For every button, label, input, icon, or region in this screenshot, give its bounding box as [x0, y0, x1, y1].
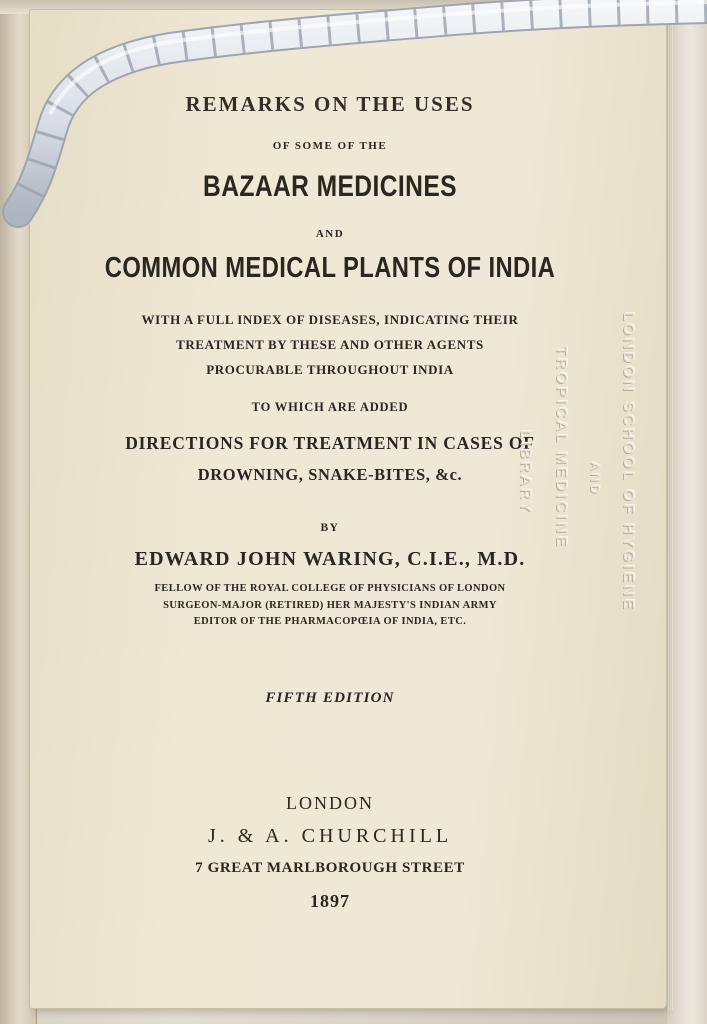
title-line-remarks: REMARKS ON THE USES	[185, 92, 475, 116]
library-stamp-line: AND	[588, 462, 602, 497]
author-name: EDWARD JOHN WARING, C.I.E., M.D.	[134, 548, 526, 570]
publisher-address: 7 GREAT MARLBOROUGH STREET	[195, 860, 465, 876]
author-credential: FELLOW OF THE ROYAL COLLEGE OF PHYSICIANS OF LONDON	[154, 583, 506, 594]
imprint-city: LONDON	[286, 793, 374, 813]
author-credential: SURGEON-MAJOR (RETIRED) HER MAJESTY'S INDIAN ARMY	[163, 600, 497, 611]
publisher: J. & A. CHURCHILL	[207, 825, 453, 847]
subtitle-line: WITH A FULL INDEX OF DISEASES, INDICATING THEIR	[141, 312, 519, 327]
subtitle-line: PROCURABLE THROUGHOUT INDIA	[206, 362, 454, 377]
title-line-common-medical-plants: COMMON MEDICAL PLANTS OF INDIA	[104, 252, 556, 284]
to-which-are-added: TO WHICH ARE ADDED	[251, 400, 409, 414]
title-page-text	[30, 10, 666, 1008]
library-stamp-line: TROPICAL MEDICINE	[553, 346, 570, 549]
subtitle-line: TREATMENT BY THESE AND OTHER AGENTS	[176, 337, 484, 352]
edition: FIFTH EDITION	[265, 690, 395, 706]
title-line-of-some: OF SOME OF THE	[272, 140, 388, 152]
title-line-and: AND	[315, 228, 345, 240]
library-stamp-line: LONDON SCHOOL OF HYGIENE	[620, 312, 637, 612]
cloth-right	[667, 0, 707, 1024]
directions-line: DIRECTIONS FOR TREATMENT IN CASES OF	[125, 433, 535, 453]
directions-line: DROWNING, SNAKE-BITES, &c.	[197, 465, 463, 484]
author-credential: EDITOR OF THE PHARMACOPŒIA OF INDIA, ETC.	[193, 616, 467, 627]
publication-year: 1897	[310, 891, 350, 911]
title-line-bazaar-medicines: BAZAAR MEDICINES	[203, 170, 457, 203]
page-stack-edge	[667, 20, 673, 1010]
by-line: BY	[320, 522, 340, 534]
library-stamp-line: LIBRARY	[517, 430, 534, 515]
